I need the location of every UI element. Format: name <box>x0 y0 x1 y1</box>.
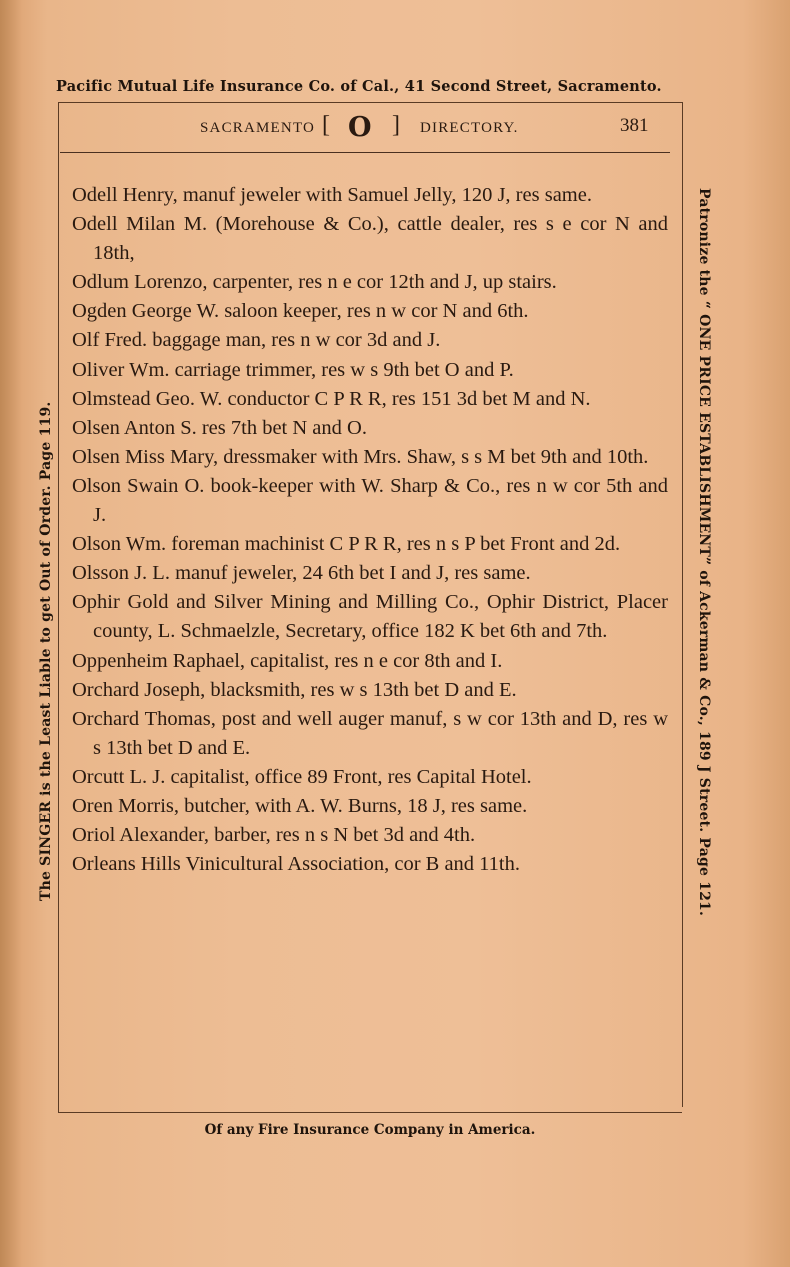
page-spine-shadow <box>0 0 22 1267</box>
directory-entry: Oriol Alexander, barber, res n s N bet 3d and 4th. <box>72 824 476 847</box>
directory-entry: Orchard Thomas, post and well auger manuf, s w cor 13th and D, res w s 13th bet D and E. <box>72 707 668 759</box>
header-bracket-open: [ <box>322 112 330 138</box>
directory-entry: Odell Milan M. (Morehouse & Co.), cattle dealer, res s e cor N and 18th, <box>72 213 668 265</box>
directory-entry: Olmstead Geo. W. conductor C P R R, res 151 3d bet M and N. <box>72 387 591 410</box>
directory-entry: Olson Swain O. book-keeper with W. Sharp & Co., res n w cor 5th and J. <box>72 474 668 527</box>
top-rule <box>58 102 682 103</box>
right-margin-advertisement: Patronize the “ ONE PRICE ESTABLISHMENT” of Ackerman & Co., 189 J Street. Page 121. <box>696 188 712 917</box>
directory-entry: Oppenheim Raphael, capitalist, res n e cor 8th and I. <box>72 649 503 672</box>
header-bracket-close: ] <box>392 112 400 138</box>
page-number: 381 <box>620 115 649 136</box>
directory-entry: Olsson J. L. manuf jeweler, 24 6th bet I and J, res same. <box>72 562 531 585</box>
top-advertisement: Pacific Mutual Life Insurance Co. of Cal., 41 Second Street, Sacramento. <box>56 78 662 95</box>
directory-entry: Olsen Miss Mary, dressmaker with Mrs. Shaw, s s M bet 9th and 10th. <box>72 445 649 468</box>
directory-entry: Odell Henry, manuf jeweler with Samuel Jelly, 120 J, res same. <box>72 184 592 206</box>
directory-entry: Olf Fred. baggage man, res n w cor 3d and J. <box>72 329 441 352</box>
header-section-letter: O <box>348 112 372 143</box>
header-city: SACRAMENTO <box>200 120 316 136</box>
left-frame-rule <box>58 102 59 1113</box>
directory-entry: Orcutt L. J. capitalist, office 89 Front, res Capital Hotel. <box>72 765 532 788</box>
bottom-rule <box>58 1112 682 1113</box>
running-header <box>60 112 670 148</box>
header-rule <box>60 152 670 153</box>
directory-entry: Ogden George W. saloon keeper, res n w cor N and 6th. <box>72 300 529 323</box>
right-frame-rule <box>682 102 683 1107</box>
left-margin-advertisement: The SINGER is the Least Liable to get Out of Order. Page 119. <box>38 401 54 901</box>
bottom-advertisement: Of any Fire Insurance Company in America. <box>204 1122 536 1138</box>
directory-entry: Oren Morris, butcher, with A. W. Burns, 18 J, res same. <box>72 794 528 817</box>
header-directory-label: DIRECTORY. <box>420 120 519 136</box>
directory-entry: Orleans Hills Vinicultural Association, cor B and 11th. <box>72 853 520 876</box>
directory-entry: Olson Wm. foreman machinist C P R R, res n s P bet Front and 2d. <box>72 533 621 556</box>
directory-entry: Orchard Joseph, blacksmith, res w s 13th bet D and E. <box>72 678 517 701</box>
directory-entries <box>72 181 668 879</box>
directory-entry: Olsen Anton S. res 7th bet N and O. <box>72 416 367 439</box>
directory-entry: Odlum Lorenzo, carpenter, res n e cor 12th and J, up stairs. <box>72 271 557 294</box>
directory-entry: Ophir Gold and Silver Mining and Milling Co., Ophir District, Placer county, L. Schmaelzle, Secretary, office 182 K bet 6th and 7th. <box>72 591 668 643</box>
directory-entry: Oliver Wm. carriage trimmer, res w s 9th bet O and P. <box>72 358 514 381</box>
